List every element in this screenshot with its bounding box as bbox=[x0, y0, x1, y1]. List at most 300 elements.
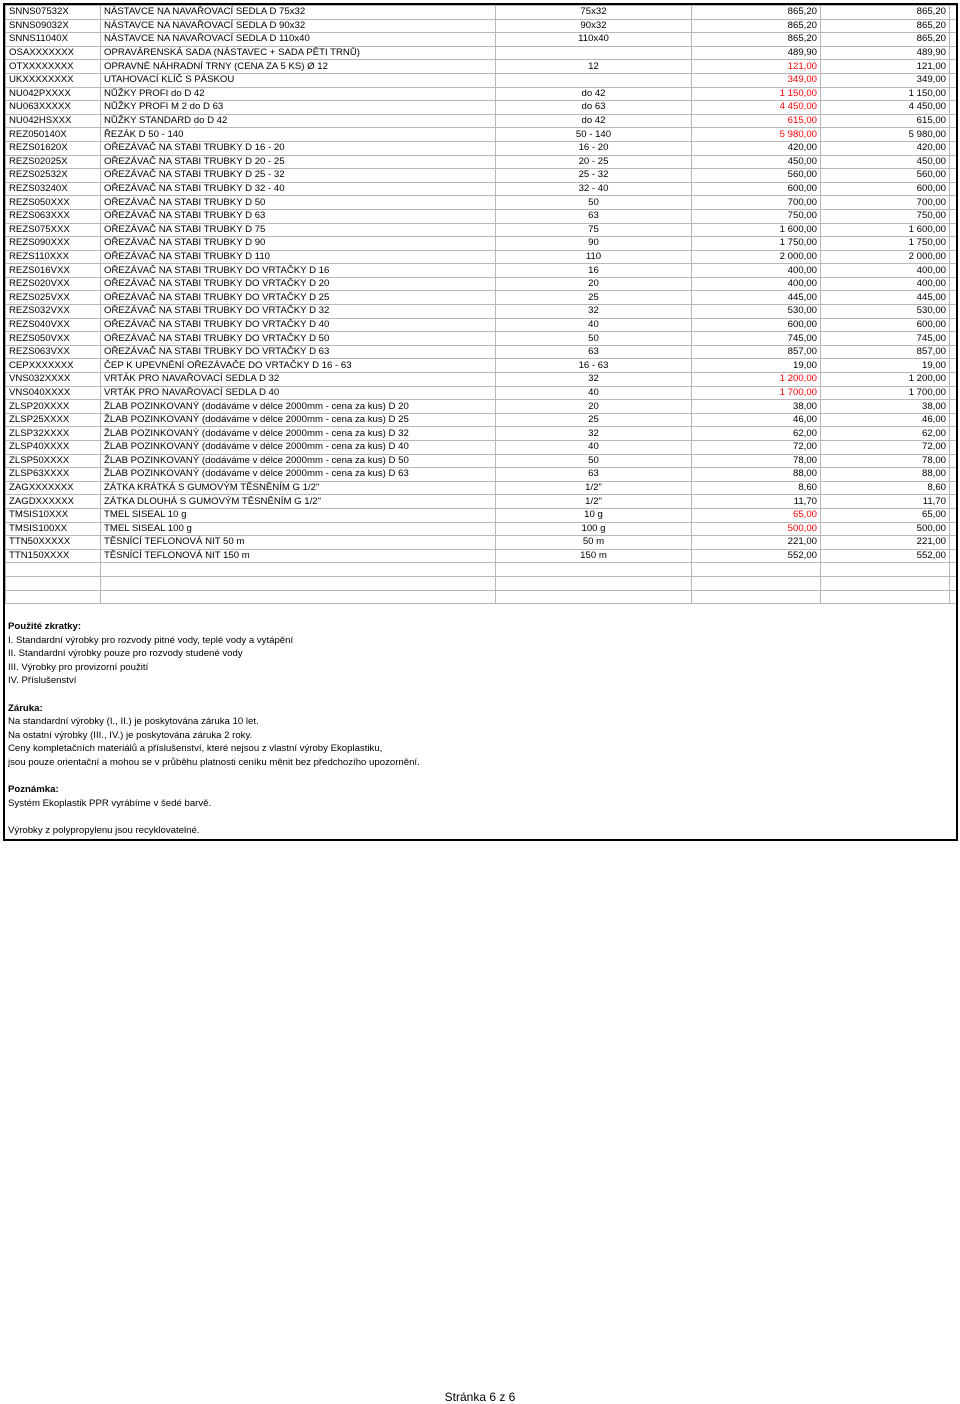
cell-price: 2 000,00 bbox=[692, 250, 821, 264]
cell-total: 11,70 bbox=[821, 495, 950, 509]
cell-empty bbox=[101, 590, 496, 604]
cell-size: 20 bbox=[496, 400, 692, 414]
table-row bbox=[6, 128, 959, 142]
cell-size: 75x32 bbox=[496, 6, 692, 20]
cell-empty bbox=[950, 6, 959, 20]
cell-empty bbox=[950, 33, 959, 47]
table-row bbox=[6, 495, 959, 509]
cell-total: 600,00 bbox=[821, 318, 950, 332]
cell-price: 1 200,00 bbox=[692, 373, 821, 387]
cell-empty bbox=[950, 481, 959, 495]
table-row bbox=[6, 413, 959, 427]
cell-size: 50 bbox=[496, 454, 692, 468]
cell-total: 8,60 bbox=[821, 481, 950, 495]
cell-empty bbox=[496, 590, 692, 604]
cell-price: 88,00 bbox=[692, 468, 821, 482]
warranty-line-4: jsou pouze orientační a mohou se v průběhu platnosti ceníku měnit bez předchozího upozornění. bbox=[8, 756, 420, 768]
cell-name: OŘEZÁVAČ NA STABI TRUBKY DO VRTAČKY D 50 bbox=[101, 332, 496, 346]
cell-size: do 42 bbox=[496, 114, 692, 128]
cell-empty bbox=[692, 563, 821, 577]
table-row bbox=[6, 277, 959, 291]
cell-size: 40 bbox=[496, 318, 692, 332]
table-row bbox=[6, 237, 959, 251]
cell-empty bbox=[950, 250, 959, 264]
cell-empty bbox=[950, 536, 959, 550]
cell-code: NU063XXXXX bbox=[6, 101, 101, 115]
cell-code: ZLSP40XXXX bbox=[6, 441, 101, 455]
cell-size: 110x40 bbox=[496, 33, 692, 47]
cell-code: SNNS07532X bbox=[6, 6, 101, 20]
cell-code: TTN150XXXX bbox=[6, 549, 101, 563]
cell-empty bbox=[950, 291, 959, 305]
cell-name: OŘEZÁVAČ NA STABI TRUBKY D 110 bbox=[101, 250, 496, 264]
table-row bbox=[6, 19, 959, 33]
table-row bbox=[6, 373, 959, 387]
cell-code: SNNS09032X bbox=[6, 19, 101, 33]
cell-total: 530,00 bbox=[821, 305, 950, 319]
cell-size: 50 - 140 bbox=[496, 128, 692, 142]
cell-size: 16 - 63 bbox=[496, 359, 692, 373]
cell-code: VNS040XXXX bbox=[6, 386, 101, 400]
cell-empty bbox=[950, 549, 959, 563]
cell-empty bbox=[950, 359, 959, 373]
cell-empty bbox=[950, 46, 959, 60]
cell-total: 857,00 bbox=[821, 345, 950, 359]
cell-empty bbox=[950, 413, 959, 427]
cell-total: 489,90 bbox=[821, 46, 950, 60]
cell-empty bbox=[950, 19, 959, 33]
cell-empty bbox=[950, 196, 959, 210]
cell-empty bbox=[496, 563, 692, 577]
cell-code: REZS090XXX bbox=[6, 237, 101, 251]
cell-price: 19,00 bbox=[692, 359, 821, 373]
cell-empty bbox=[950, 87, 959, 101]
cell-total: 1 750,00 bbox=[821, 237, 950, 251]
cell-code: REZS110XXX bbox=[6, 250, 101, 264]
table-row bbox=[6, 73, 959, 87]
cell-empty bbox=[821, 576, 950, 590]
cell-total: 4 450,00 bbox=[821, 101, 950, 115]
cell-name: OŘEZÁVAČ NA STABI TRUBKY DO VRTAČKY D 20 bbox=[101, 277, 496, 291]
cell-empty bbox=[950, 318, 959, 332]
cell-size: 16 bbox=[496, 264, 692, 278]
table-row bbox=[6, 196, 959, 210]
cell-code: UKXXXXXXXX bbox=[6, 73, 101, 87]
cell-name: OŘEZÁVAČ NA STABI TRUBKY D 50 bbox=[101, 196, 496, 210]
table-row bbox=[6, 332, 959, 346]
cell-code: REZS020VXX bbox=[6, 277, 101, 291]
table-row bbox=[6, 468, 959, 482]
cell-name: ČEP K UPEVNĚNÍ OŘEZÁVAČE DO VRTAČKY D 16 - 63 bbox=[101, 359, 496, 373]
cell-price: 121,00 bbox=[692, 60, 821, 74]
cell-empty bbox=[950, 441, 959, 455]
table-row-empty bbox=[6, 590, 959, 604]
cell-size: 25 - 32 bbox=[496, 169, 692, 183]
cell-total: 865,20 bbox=[821, 33, 950, 47]
table-row bbox=[6, 250, 959, 264]
cell-name: NŮŽKY PROFI M 2 do D 63 bbox=[101, 101, 496, 115]
cell-size: 10 g bbox=[496, 508, 692, 522]
cell-total: 5 980,00 bbox=[821, 128, 950, 142]
cell-empty bbox=[950, 576, 959, 590]
abbrev-item-1: I. Standardní výrobky pro rozvody pitné vody, teplé vody a vytápění bbox=[8, 634, 294, 646]
cell-empty bbox=[950, 590, 959, 604]
cell-price: 600,00 bbox=[692, 182, 821, 196]
table-row bbox=[6, 46, 959, 60]
cell-code: CEPXXXXXXX bbox=[6, 359, 101, 373]
cell-size: 16 - 20 bbox=[496, 141, 692, 155]
warranty-line-3: Ceny kompletačních materiálů a příslušenství, které nejsou z vlastní výroby Ekoplastiku, bbox=[8, 743, 383, 755]
warranty-line-1: Na standardní výrobky (I., II.) je poskytována záruka 10 let. bbox=[8, 716, 259, 728]
cell-total: 1 150,00 bbox=[821, 87, 950, 101]
cell-total: 1 200,00 bbox=[821, 373, 950, 387]
table-row bbox=[6, 291, 959, 305]
table-row bbox=[6, 6, 959, 20]
notes-section bbox=[8, 620, 928, 838]
cell-name: TĚSNÍCÍ TEFLONOVÁ NIT 150 m bbox=[101, 549, 496, 563]
cell-code: REZS03240X bbox=[6, 182, 101, 196]
cell-empty bbox=[950, 141, 959, 155]
table-row bbox=[6, 223, 959, 237]
cell-empty bbox=[950, 427, 959, 441]
cell-code: REZS016VXX bbox=[6, 264, 101, 278]
table-row bbox=[6, 209, 959, 223]
cell-name: OŘEZÁVAČ NA STABI TRUBKY DO VRTAČKY D 32 bbox=[101, 305, 496, 319]
table-row bbox=[6, 481, 959, 495]
table-row bbox=[6, 454, 959, 468]
table-row bbox=[6, 400, 959, 414]
cell-price: 450,00 bbox=[692, 155, 821, 169]
cell-size: 90x32 bbox=[496, 19, 692, 33]
cell-price: 750,00 bbox=[692, 209, 821, 223]
cell-total: 865,20 bbox=[821, 6, 950, 20]
cell-total: 560,00 bbox=[821, 169, 950, 183]
cell-size: 1/2" bbox=[496, 495, 692, 509]
cell-code: TTN50XXXXX bbox=[6, 536, 101, 550]
cell-price: 4 450,00 bbox=[692, 101, 821, 115]
cell-price: 615,00 bbox=[692, 114, 821, 128]
cell-total: 450,00 bbox=[821, 155, 950, 169]
cell-size: 150 m bbox=[496, 549, 692, 563]
cell-total: 1 700,00 bbox=[821, 386, 950, 400]
price-list-sheet bbox=[3, 3, 958, 841]
cell-code: REZS01620X bbox=[6, 141, 101, 155]
cell-size: 50 m bbox=[496, 536, 692, 550]
cell-empty bbox=[950, 155, 959, 169]
table-row bbox=[6, 60, 959, 74]
remark-title: Poznámka: bbox=[8, 784, 59, 796]
cell-name: OŘEZÁVAČ NA STABI TRUBKY D 75 bbox=[101, 223, 496, 237]
cell-empty bbox=[950, 182, 959, 196]
cell-price: 552,00 bbox=[692, 549, 821, 563]
cell-name: ŽLAB POZINKOVANÝ (dodáváme v délce 2000mm - cena za kus) D 50 bbox=[101, 454, 496, 468]
remark-text: Systém Ekoplastik PPR vyrábíme v šedé barvě. bbox=[8, 797, 212, 809]
cell-price: 489,90 bbox=[692, 46, 821, 60]
table-row bbox=[6, 522, 959, 536]
cell-name: TĚSNÍCÍ TEFLONOVÁ NIT 50 m bbox=[101, 536, 496, 550]
page-number: Stránka 6 z 6 bbox=[444, 1390, 516, 1404]
cell-code: REZS050VXX bbox=[6, 332, 101, 346]
cell-size: 1/2" bbox=[496, 481, 692, 495]
cell-code: OTXXXXXXXX bbox=[6, 60, 101, 74]
cell-size: 75 bbox=[496, 223, 692, 237]
cell-price: 65,00 bbox=[692, 508, 821, 522]
cell-code: REZS025VXX bbox=[6, 291, 101, 305]
cell-code: REZS032VXX bbox=[6, 305, 101, 319]
table-row bbox=[6, 155, 959, 169]
cell-size: do 63 bbox=[496, 101, 692, 115]
cell-code: OSAXXXXXXX bbox=[6, 46, 101, 60]
cell-size: 63 bbox=[496, 209, 692, 223]
cell-size: 40 bbox=[496, 441, 692, 455]
cell-size: do 42 bbox=[496, 87, 692, 101]
abbrev-item-3: III. Výrobky pro provizorní použití bbox=[8, 661, 149, 673]
cell-name: ŽLAB POZINKOVANÝ (dodáváme v délce 2000mm - cena za kus) D 63 bbox=[101, 468, 496, 482]
cell-name: NÁSTAVCE NA NAVAŘOVACÍ SEDLA D 75x32 bbox=[101, 6, 496, 20]
table-row bbox=[6, 441, 959, 455]
cell-code: NU042PXXXX bbox=[6, 87, 101, 101]
table-row bbox=[6, 508, 959, 522]
cell-total: 78,00 bbox=[821, 454, 950, 468]
cell-price: 560,00 bbox=[692, 169, 821, 183]
cell-empty bbox=[950, 169, 959, 183]
table-row bbox=[6, 549, 959, 563]
cell-name: TMEL SISEAL 10 g bbox=[101, 508, 496, 522]
cell-total: 62,00 bbox=[821, 427, 950, 441]
cell-name: OPRAVÁRENSKÁ SADA (NÁSTAVEC + SADA PĚTI TRNŮ) bbox=[101, 46, 496, 60]
cell-size: 50 bbox=[496, 196, 692, 210]
table-row bbox=[6, 33, 959, 47]
cell-code: REZS063VXX bbox=[6, 345, 101, 359]
cell-empty bbox=[6, 576, 101, 590]
cell-price: 62,00 bbox=[692, 427, 821, 441]
cell-price: 11,70 bbox=[692, 495, 821, 509]
cell-code: TMSIS100XX bbox=[6, 522, 101, 536]
cell-price: 865,20 bbox=[692, 6, 821, 20]
cell-name: ZÁTKA DLOUHÁ S GUMOVÝM TĚSNĚNÍM G 1/2" bbox=[101, 495, 496, 509]
cell-total: 221,00 bbox=[821, 536, 950, 550]
abbrev-item-2: II. Standardní výrobky pouze pro rozvody studené vody bbox=[8, 648, 243, 660]
cell-code: VNS032XXXX bbox=[6, 373, 101, 387]
recycle-text: Výrobky z polypropylenu jsou recyklovatelné. bbox=[8, 824, 200, 836]
cell-name: OŘEZÁVAČ NA STABI TRUBKY DO VRTAČKY D 16 bbox=[101, 264, 496, 278]
table-row bbox=[6, 87, 959, 101]
cell-code: SNNS11040X bbox=[6, 33, 101, 47]
cell-code: ZLSP50XXXX bbox=[6, 454, 101, 468]
table-row bbox=[6, 536, 959, 550]
cell-empty bbox=[950, 522, 959, 536]
cell-total: 745,00 bbox=[821, 332, 950, 346]
cell-empty bbox=[950, 495, 959, 509]
cell-empty bbox=[950, 237, 959, 251]
cell-size: 20 bbox=[496, 277, 692, 291]
cell-total: 552,00 bbox=[821, 549, 950, 563]
cell-price: 600,00 bbox=[692, 318, 821, 332]
warranty-title: Záruka: bbox=[8, 702, 43, 714]
cell-code: ZLSP20XXXX bbox=[6, 400, 101, 414]
cell-price: 8,60 bbox=[692, 481, 821, 495]
table-row bbox=[6, 305, 959, 319]
cell-size bbox=[496, 73, 692, 87]
table-row-empty bbox=[6, 563, 959, 577]
cell-price: 445,00 bbox=[692, 291, 821, 305]
cell-empty bbox=[950, 563, 959, 577]
cell-empty bbox=[950, 305, 959, 319]
cell-name: ŽLAB POZINKOVANÝ (dodáváme v délce 2000mm - cena za kus) D 25 bbox=[101, 413, 496, 427]
cell-name: OŘEZÁVAČ NA STABI TRUBKY D 32 - 40 bbox=[101, 182, 496, 196]
cell-code: ZLSP63XXXX bbox=[6, 468, 101, 482]
cell-price: 1 600,00 bbox=[692, 223, 821, 237]
cell-name: OŘEZÁVAČ NA STABI TRUBKY D 25 - 32 bbox=[101, 169, 496, 183]
cell-price: 1 700,00 bbox=[692, 386, 821, 400]
cell-empty bbox=[950, 114, 959, 128]
cell-size: 25 bbox=[496, 291, 692, 305]
cell-size: 63 bbox=[496, 345, 692, 359]
cell-empty bbox=[950, 508, 959, 522]
cell-price: 221,00 bbox=[692, 536, 821, 550]
table-row bbox=[6, 114, 959, 128]
cell-name: VRTÁK PRO NAVAŘOVACÍ SEDLA D 32 bbox=[101, 373, 496, 387]
cell-empty bbox=[950, 468, 959, 482]
cell-price: 78,00 bbox=[692, 454, 821, 468]
warranty-line-2: Na ostatní výrobky (III., IV.) je poskytována záruka 2 roky. bbox=[8, 729, 253, 741]
cell-size: 50 bbox=[496, 332, 692, 346]
cell-size: 40 bbox=[496, 386, 692, 400]
cell-size: 32 bbox=[496, 427, 692, 441]
cell-total: 88,00 bbox=[821, 468, 950, 482]
cell-price: 38,00 bbox=[692, 400, 821, 414]
table-row bbox=[6, 182, 959, 196]
cell-empty bbox=[950, 264, 959, 278]
cell-empty bbox=[950, 373, 959, 387]
cell-total: 615,00 bbox=[821, 114, 950, 128]
cell-size: 32 bbox=[496, 305, 692, 319]
cell-price: 857,00 bbox=[692, 345, 821, 359]
cell-price: 530,00 bbox=[692, 305, 821, 319]
cell-price: 1 150,00 bbox=[692, 87, 821, 101]
cell-total: 121,00 bbox=[821, 60, 950, 74]
cell-price: 400,00 bbox=[692, 277, 821, 291]
cell-empty bbox=[101, 576, 496, 590]
cell-total: 445,00 bbox=[821, 291, 950, 305]
cell-price: 400,00 bbox=[692, 264, 821, 278]
table-row bbox=[6, 345, 959, 359]
cell-empty bbox=[821, 563, 950, 577]
cell-name: OPRAVNÉ NÁHRADNÍ TRNY (CENA ZA 5 KS) Ø 12 bbox=[101, 60, 496, 74]
cell-empty bbox=[950, 209, 959, 223]
abbrev-item-4: IV. Příslušenství bbox=[8, 675, 77, 687]
cell-price: 349,00 bbox=[692, 73, 821, 87]
cell-total: 700,00 bbox=[821, 196, 950, 210]
cell-name: OŘEZÁVAČ NA STABI TRUBKY DO VRTAČKY D 40 bbox=[101, 318, 496, 332]
table-row bbox=[6, 427, 959, 441]
cell-code: REZS063XXX bbox=[6, 209, 101, 223]
cell-name: NŮŽKY STANDARD do D 42 bbox=[101, 114, 496, 128]
cell-total: 600,00 bbox=[821, 182, 950, 196]
cell-code: ZAGXXXXXXX bbox=[6, 481, 101, 495]
cell-empty bbox=[950, 277, 959, 291]
cell-empty bbox=[950, 223, 959, 237]
cell-empty bbox=[950, 345, 959, 359]
table-row bbox=[6, 264, 959, 278]
cell-total: 38,00 bbox=[821, 400, 950, 414]
cell-name: UTAHOVACÍ KLÍČ S PÁSKOU bbox=[101, 73, 496, 87]
cell-price: 700,00 bbox=[692, 196, 821, 210]
cell-code: NU042HSXXX bbox=[6, 114, 101, 128]
cell-total: 865,20 bbox=[821, 19, 950, 33]
cell-size bbox=[496, 46, 692, 60]
cell-name: VRTÁK PRO NAVAŘOVACÍ SEDLA D 40 bbox=[101, 386, 496, 400]
cell-total: 72,00 bbox=[821, 441, 950, 455]
cell-size: 20 - 25 bbox=[496, 155, 692, 169]
price-table bbox=[5, 5, 958, 604]
cell-empty bbox=[950, 128, 959, 142]
cell-empty bbox=[950, 454, 959, 468]
cell-size: 25 bbox=[496, 413, 692, 427]
cell-empty bbox=[950, 400, 959, 414]
cell-name: OŘEZÁVAČ NA STABI TRUBKY D 16 - 20 bbox=[101, 141, 496, 155]
cell-price: 46,00 bbox=[692, 413, 821, 427]
cell-code: REZS02532X bbox=[6, 169, 101, 183]
cell-empty bbox=[101, 563, 496, 577]
cell-name: NŮŽKY PROFI do D 42 bbox=[101, 87, 496, 101]
cell-code: ZLSP32XXXX bbox=[6, 427, 101, 441]
cell-name: NÁSTAVCE NA NAVAŘOVACÍ SEDLA D 90x32 bbox=[101, 19, 496, 33]
cell-price: 1 750,00 bbox=[692, 237, 821, 251]
cell-empty bbox=[950, 386, 959, 400]
cell-size: 12 bbox=[496, 60, 692, 74]
abbrev-title: Použité zkratky: bbox=[8, 621, 82, 632]
cell-empty bbox=[821, 590, 950, 604]
cell-name: OŘEZÁVAČ NA STABI TRUBKY DO VRTAČKY D 25 bbox=[101, 291, 496, 305]
cell-size: 100 g bbox=[496, 522, 692, 536]
cell-empty bbox=[496, 576, 692, 590]
cell-price: 745,00 bbox=[692, 332, 821, 346]
cell-name: ZÁTKA KRÁTKÁ S GUMOVÝM TĚSNĚNÍM G 1/2" bbox=[101, 481, 496, 495]
cell-code: TMSIS10XXX bbox=[6, 508, 101, 522]
cell-empty bbox=[950, 101, 959, 115]
cell-empty bbox=[6, 590, 101, 604]
cell-size: 63 bbox=[496, 468, 692, 482]
table-row-empty bbox=[6, 576, 959, 590]
cell-size: 110 bbox=[496, 250, 692, 264]
cell-name: OŘEZÁVAČ NA STABI TRUBKY D 90 bbox=[101, 237, 496, 251]
cell-code: REZS040VXX bbox=[6, 318, 101, 332]
cell-code: REZS075XXX bbox=[6, 223, 101, 237]
cell-name: ŘEZÁK D 50 - 140 bbox=[101, 128, 496, 142]
cell-total: 65,00 bbox=[821, 508, 950, 522]
cell-size: 32 bbox=[496, 373, 692, 387]
table-row bbox=[6, 318, 959, 332]
cell-size: 90 bbox=[496, 237, 692, 251]
cell-name: TMEL SISEAL 100 g bbox=[101, 522, 496, 536]
cell-name: OŘEZÁVAČ NA STABI TRUBKY D 63 bbox=[101, 209, 496, 223]
cell-code: ZLSP25XXXX bbox=[6, 413, 101, 427]
cell-code: REZ050140X bbox=[6, 128, 101, 142]
cell-total: 500,00 bbox=[821, 522, 950, 536]
cell-size: 32 - 40 bbox=[496, 182, 692, 196]
cell-name: ŽLAB POZINKOVANÝ (dodáváme v délce 2000mm - cena za kus) D 40 bbox=[101, 441, 496, 455]
table-row bbox=[6, 101, 959, 115]
cell-name: OŘEZÁVAČ NA STABI TRUBKY D 20 - 25 bbox=[101, 155, 496, 169]
cell-total: 349,00 bbox=[821, 73, 950, 87]
cell-total: 420,00 bbox=[821, 141, 950, 155]
cell-empty bbox=[692, 576, 821, 590]
cell-price: 500,00 bbox=[692, 522, 821, 536]
cell-price: 865,20 bbox=[692, 19, 821, 33]
cell-code: REZS02025X bbox=[6, 155, 101, 169]
cell-price: 865,20 bbox=[692, 33, 821, 47]
